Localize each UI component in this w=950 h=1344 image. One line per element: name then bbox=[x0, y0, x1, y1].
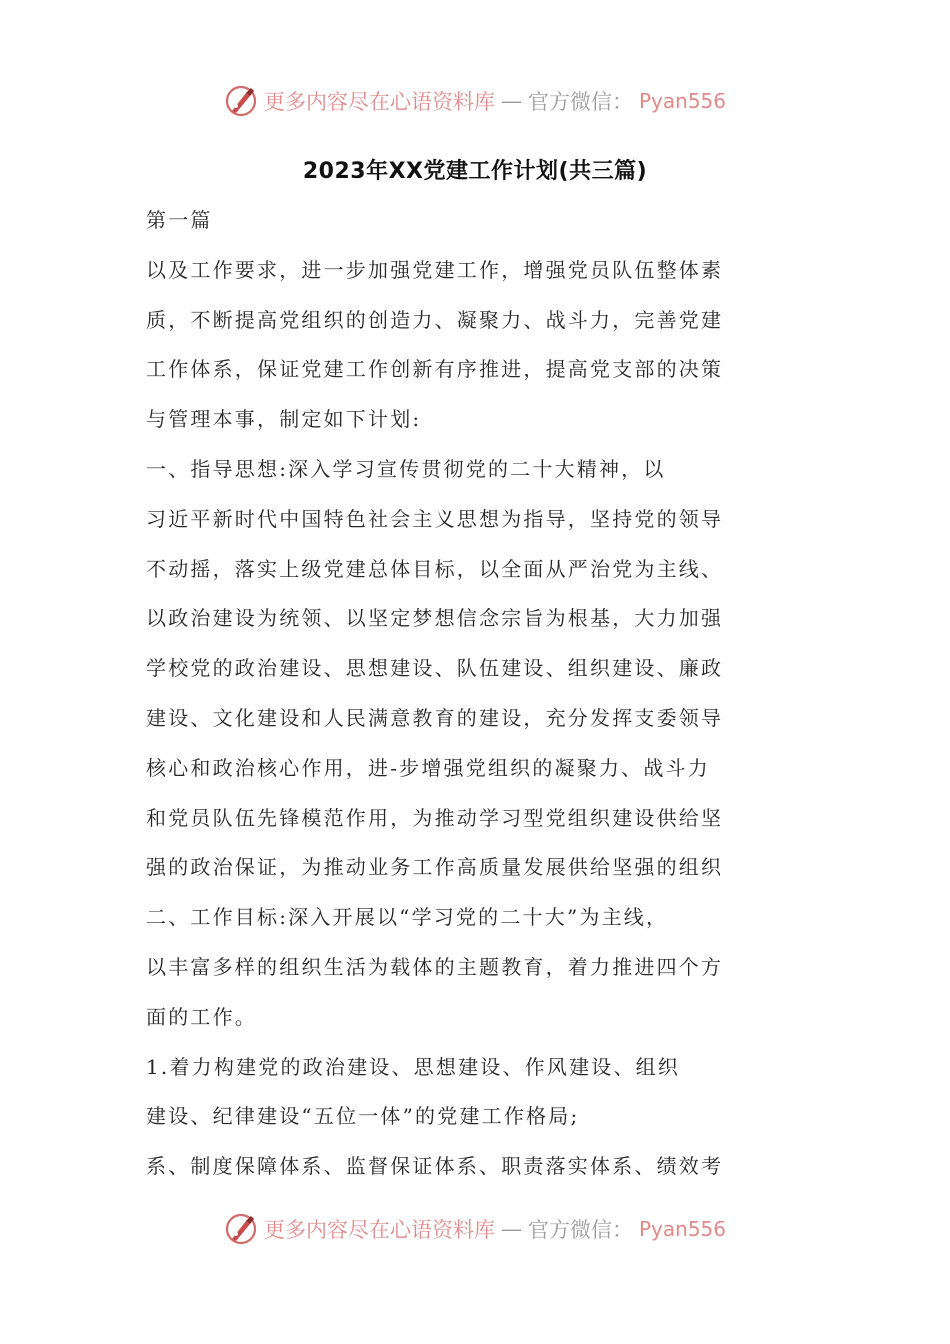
document-line: 习近平新时代中国特色社会主义思想为指导，坚持党的领导 bbox=[146, 506, 724, 531]
watermark-dash: — bbox=[500, 89, 522, 113]
watermark-wechat-label: 官方微信： bbox=[527, 90, 633, 114]
document-line: 二、工作目标:深入开展以“学习党的二十大”为主线， bbox=[146, 905, 669, 930]
document-line: 核心和政治核心作用，进-步增强党组织的凝聚力、战斗力 bbox=[146, 755, 710, 780]
document-line: 一、指导思想:深入学习宣传贯彻党的二十大精神，以 bbox=[146, 456, 666, 481]
document-line: 强的政治保证，为推动业务工作高质量发展供给坚强的组织 bbox=[146, 855, 724, 880]
document-line: 质，不断提高党组织的创造力、凝聚力、战斗力，完善党建 bbox=[146, 307, 724, 332]
document-line: 以及工作要求，进一步加强党建工作，增强党员队伍整体素 bbox=[146, 257, 724, 282]
document-line: 与管理本事，制定如下计划: bbox=[146, 407, 422, 432]
document-line: 以政治建设为统领、以坚定梦想信念宗旨为根基，大力加强 bbox=[146, 606, 724, 631]
watermark-dash: — bbox=[500, 1217, 522, 1241]
document-line: 建设、文化建设和人民满意教育的建设，充分发挥支委领导 bbox=[146, 705, 724, 730]
document-line: 第一篇 bbox=[146, 208, 213, 232]
fountain-pen-logo-icon bbox=[224, 1212, 258, 1246]
watermark-brand-text: 更多内容尽在心语资料库 bbox=[263, 90, 495, 114]
watermark-brand-text: 更多内容尽在心语资料库 bbox=[263, 1218, 495, 1242]
document-line: 1.着力构建党的政治建设、思想建设、作风建设、组织 bbox=[146, 1054, 681, 1079]
document-line: 和党员队伍先锋模范作用，为推动学习型党组织建设供给坚 bbox=[146, 805, 724, 830]
watermark-wechat-id: Pyan556 bbox=[638, 89, 726, 113]
document-line: 系、制度保障体系、监督保证体系、职责落实体系、绩效考 bbox=[146, 1154, 724, 1179]
document-body bbox=[146, 202, 746, 1198]
document-line: 不动摇，落实上级党建总体目标，以全面从严治党为主线、 bbox=[146, 556, 724, 581]
fountain-pen-logo-icon bbox=[224, 84, 258, 118]
document-line: 建设、纪律建设“五位一体”的党建工作格局; bbox=[146, 1104, 580, 1129]
watermark-header bbox=[0, 84, 950, 118]
document-line: 工作体系，保证党建工作创新有序推进，提高党支部的决策 bbox=[146, 357, 724, 382]
document-line: 面的工作。 bbox=[146, 1004, 257, 1029]
document-title: 2023年XX党建工作计划(共三篇) bbox=[302, 159, 648, 184]
document-line: 以丰富多样的组织生活为载体的主题教育，着力推进四个方 bbox=[146, 954, 724, 979]
watermark-wechat-id: Pyan556 bbox=[638, 1217, 726, 1241]
document-line: 学校党的政治建设、思想建设、队伍建设、组织建设、廉政 bbox=[146, 656, 724, 681]
watermark-footer bbox=[0, 1212, 950, 1246]
watermark-wechat-label: 官方微信： bbox=[527, 1218, 633, 1242]
